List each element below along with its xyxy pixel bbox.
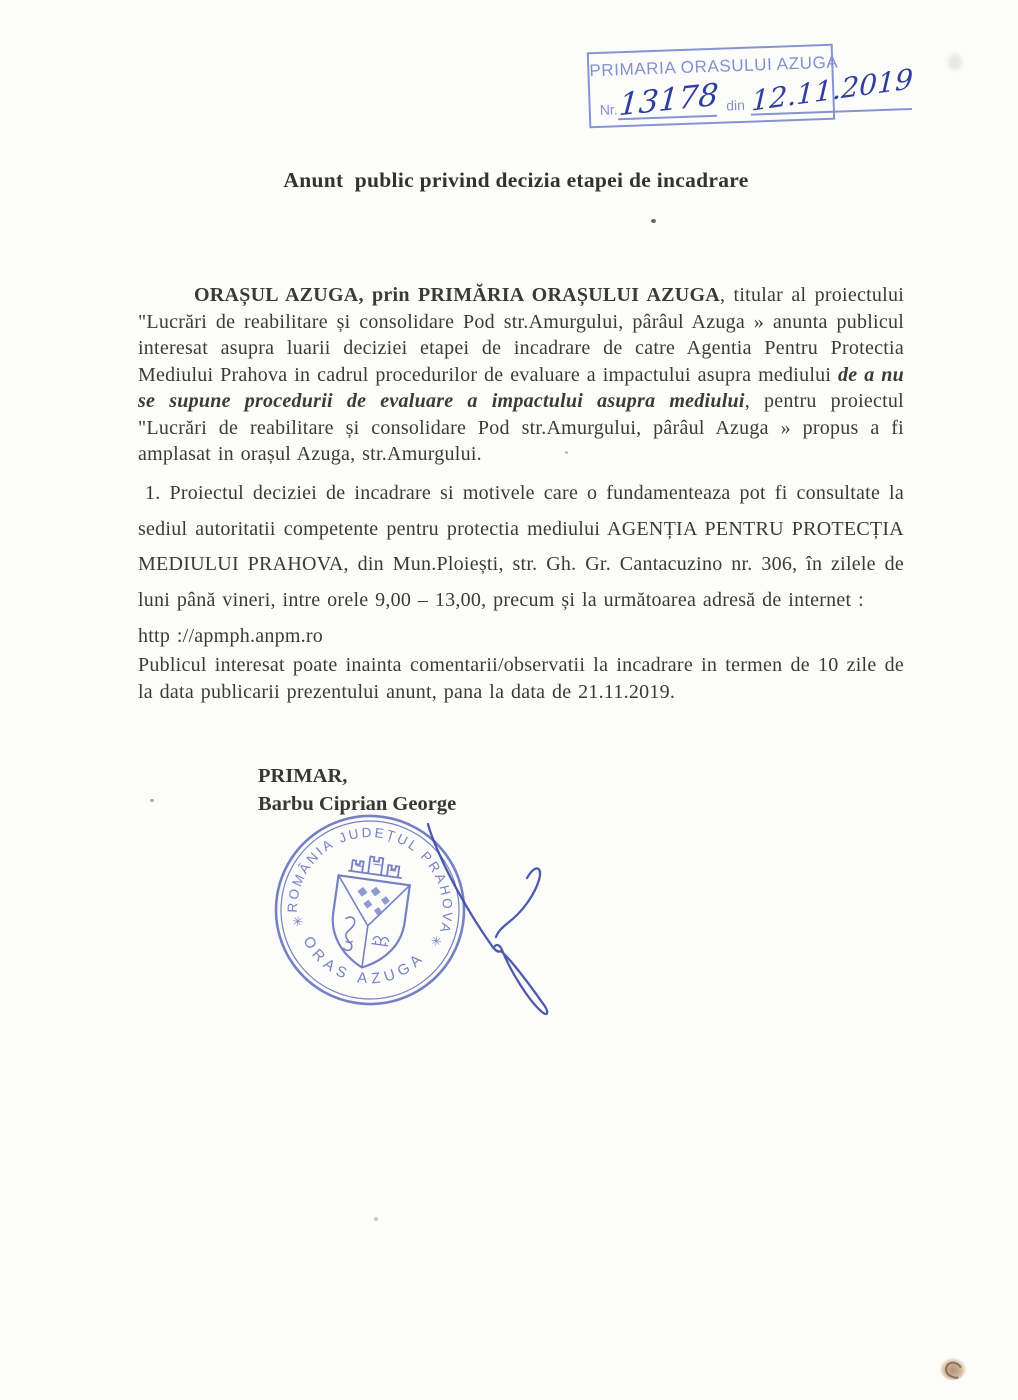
scan-speck [150, 799, 154, 802]
paragraph-consultation: 1. Proiectul deciziei de incadrare si motivele care o fundamenteaza pot fi consultate la sediul autoritatii competente pentru protectia mediului AGENȚIA PENTRU PROTECȚIA MEDIULUI PRAHOVA, din Mun.Ploiești, str. Gh. Gr. Cantacuzino nr. 306, în zilele de luni până vineri, intre orele 9,00 – 13,00, precum și la următoarea adresă de internet : [138, 482, 904, 611]
paragraph-intro-emphasis: de a nu se supune procedurii de evaluare a impactului asupra mediului [138, 363, 904, 412]
ink-signature [392, 798, 592, 1038]
scan-speck [651, 219, 656, 223]
signatory-name: Barbu Ciprian George [258, 792, 457, 815]
paragraph-intro [138, 282, 904, 468]
crown-tower-center [368, 857, 383, 876]
scan-smudge [948, 54, 962, 70]
signature-hook-stroke [496, 868, 540, 937]
registration-date-label: din [725, 96, 746, 114]
registration-stamp-office: PRIMARIA ORASULUI AZUGA [589, 52, 839, 81]
shield-bridge-emblem [371, 936, 389, 946]
signature-strokes [428, 824, 547, 1014]
star-icon: ✳ [291, 913, 305, 930]
seal-bottom-arc-text: ORAS AZUGA [299, 933, 429, 988]
paragraph-intro-text-a: , titular al proiectului "Lucrări de reabilitare și consolidare Pod str.Amurgului, pârâul Azuga » anunta publicul interesat asupra luarii deciziei etapei de incadrare de catre Agentia Pentru Protectia Mediului Prahova in cadrul procedurilor de evaluare a impactului asupra mediului [138, 284, 905, 386]
signature-main-stroke [428, 824, 547, 1014]
scan-speck [565, 451, 568, 454]
star-icon: ✳ [429, 932, 443, 950]
paragraph-intro-text-b: , pentru proiectul "Lucrări de reabilitare și consolidare Pod str.Amurgului, pârâul Azuga » propus a fi amplasat in orașul Azuga, str.Amurgului. [138, 390, 904, 465]
document-title: Anunt public privind decizia etapei de incadrare [283, 168, 749, 192]
paragraph-public-comments: Publicul interesat poate inainta comentarii/observatii la incadrare in termen de 10 zile de la data publicarii prezentului anunt, pana la data de 21.11.2019. [138, 654, 904, 703]
paragraph-intro-bold-lead: ORAȘUL AZUGA, prin PRIMĂRIA ORAȘULUI AZUGA [194, 284, 720, 306]
registration-nr-label: Nr. [599, 101, 618, 118]
registration-stamp-box [587, 44, 914, 129]
handwritten-registration-date: 12.11.2019 [751, 62, 914, 118]
website-address-text: http ://apmph.anpm.ro [138, 625, 324, 647]
registration-nr-underline [617, 76, 720, 124]
shield-chamois-figure [341, 916, 356, 950]
signatory-role: PRIMAR, [258, 765, 348, 787]
handwritten-registration-number: 13178 [617, 76, 720, 124]
seal-top-arc-text: ROMÂNIA JUDEȚUL PRAHOVA [284, 824, 456, 937]
registration-date-underline [750, 62, 914, 118]
scan-speck [374, 1217, 378, 1221]
